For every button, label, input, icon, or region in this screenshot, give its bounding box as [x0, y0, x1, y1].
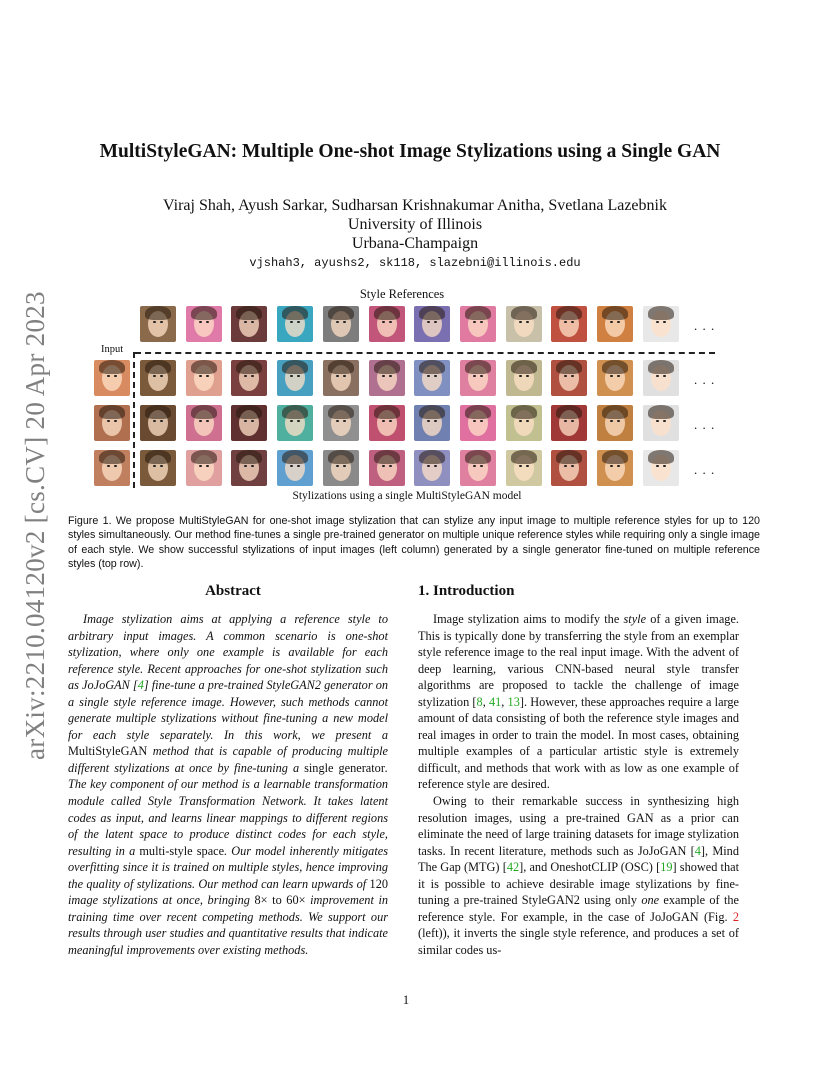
- style-reference-thumbnail: [277, 306, 313, 342]
- intro-paragraph-2: Owing to their remarkable success in synthesizing high resolution images, using a pre-trained GAN as a prior can eliminate the need of large training datasets for image stylization tasks. In recent literature, methods such as JoJoGAN [4], Mind The Gap (MTG) [42], and OneshotCLIP (OSC) [19] showed that it is possible to achieve desirable image stylizations by fine-tuning a pre-trained StyleGAN2 using only one example of the reference style. For example, in the case of JoJoGAN (Fig. 2 (left)), it inverts the single style reference, and produces a set of similar codes us-: [418, 794, 739, 957]
- citation-link[interactable]: 8: [476, 694, 483, 709]
- style-reference-thumbnail: [186, 306, 222, 342]
- figure-divider-horizontal: [135, 352, 715, 354]
- style-reference-thumbnail: [597, 306, 633, 342]
- paper-title: MultiStyleGAN: Multiple One-shot Image Stylizations using a Single GAN: [99, 141, 721, 162]
- stylized-image-thumbnail: [643, 450, 679, 486]
- style-reference-thumbnail: [460, 306, 496, 342]
- abstract-heading: Abstract: [205, 583, 261, 599]
- arxiv-identifier: arXiv:2210.04120v2 [cs.CV] 20 Apr 2023: [20, 291, 50, 760]
- stylized-image-thumbnail: [323, 405, 359, 441]
- stylized-image-thumbnail: [186, 360, 222, 396]
- stylized-image-thumbnail: [414, 405, 450, 441]
- stylized-image-thumbnail: [277, 405, 313, 441]
- figure-style-references-label: Style References: [359, 287, 445, 301]
- stylized-image-thumbnail: [186, 450, 222, 486]
- citation-link[interactable]: 4: [694, 843, 701, 858]
- citation-link[interactable]: 4: [137, 678, 144, 693]
- intro-paragraph-1: Image stylization aims to modify the style of a given image. This is typically done by transferring the style from an exemplar style reference image to the real input image. With the advent of deep learning, various CNN-based neural style transfer algorithms are proposed to tackle the challenge of image stylization [8, 41, 13]. However, these approaches require a large amount of data consisting of both the reference style images and real images in order to train the model. In most cases, obtaining multiple examples of a particular artistic style is extremely difficult, and methods that work with as low as one example of reference style are desired.: [418, 612, 740, 792]
- figure-ellipsis: . . .: [694, 318, 716, 333]
- stylized-image-thumbnail: [369, 405, 405, 441]
- style-reference-thumbnail: [323, 306, 359, 342]
- stylized-image-thumbnail: [551, 450, 587, 486]
- figure-reference-link[interactable]: 2: [732, 909, 739, 924]
- figure-ellipsis: . . .: [694, 462, 716, 477]
- stylized-image-thumbnail: [323, 360, 359, 396]
- stylized-image-thumbnail: [277, 450, 313, 486]
- stylized-image-thumbnail: [460, 450, 496, 486]
- affiliation-line-1: University of Illinois: [347, 216, 483, 233]
- abstract-text: [68, 611, 388, 958]
- stylized-image-thumbnail: [597, 360, 633, 396]
- stylized-image-thumbnail: [597, 450, 633, 486]
- stylized-image-thumbnail: [506, 450, 542, 486]
- stylized-image-thumbnail: [140, 405, 176, 441]
- author-list: Viraj Shah, Ayush Sarkar, Sudharsan Krishnakumar Anitha, Svetlana Lazebnik: [163, 197, 667, 214]
- introduction-text: [418, 611, 739, 958]
- citation-link[interactable]: 42: [506, 860, 520, 875]
- author-emails: vjshah3, ayushs2, sk118, slazebni@illinois.edu: [249, 256, 581, 270]
- stylized-image-thumbnail: [231, 450, 267, 486]
- style-reference-thumbnail: [414, 306, 450, 342]
- stylized-image-thumbnail: [186, 405, 222, 441]
- figure-input-label: Input: [101, 344, 124, 355]
- stylized-image-thumbnail: [369, 360, 405, 396]
- stylized-image-thumbnail: [323, 450, 359, 486]
- stylized-image-thumbnail: [140, 360, 176, 396]
- figure-ellipsis: . . .: [694, 372, 716, 387]
- stylized-image-thumbnail: [140, 450, 176, 486]
- stylized-image-thumbnail: [414, 450, 450, 486]
- stylized-image-thumbnail: [414, 360, 450, 396]
- stylized-image-thumbnail: [369, 450, 405, 486]
- input-image-thumbnail: [94, 405, 130, 441]
- figure-divider-vertical: [133, 352, 135, 488]
- citation-link[interactable]: 19: [660, 860, 673, 875]
- stylized-image-thumbnail: [506, 405, 542, 441]
- figure-stylizations-label: Stylizations using a single MultiStyleGAN model: [292, 490, 522, 502]
- introduction-heading: 1. Introduction: [418, 583, 515, 599]
- stylized-image-thumbnail: [231, 360, 267, 396]
- style-reference-thumbnail: [369, 306, 405, 342]
- input-image-thumbnail: [94, 360, 130, 396]
- stylized-image-thumbnail: [231, 405, 267, 441]
- stylized-image-thumbnail: [460, 360, 496, 396]
- affiliation-line-2: Urbana-Champaign: [351, 235, 479, 252]
- stylized-image-thumbnail: [551, 405, 587, 441]
- stylized-image-thumbnail: [460, 405, 496, 441]
- input-image-thumbnail: [94, 450, 130, 486]
- style-reference-thumbnail: [140, 306, 176, 342]
- figure-ellipsis: . . .: [694, 417, 716, 432]
- citation-link[interactable]: 41: [488, 694, 502, 709]
- style-reference-thumbnail: [506, 306, 542, 342]
- figure-1-caption: Figure 1. We propose MultiStyleGAN for one-shot image stylization that can stylize any input image to multiple reference styles for up to 120 styles simultaneously. Our method fine-tunes a single pre-trained generator on multiple unique reference styles while requiring only a single image of each style. We show successful stylizations of input images (left column) generated by a single generator fine-tuned on multiple reference styles (top row).: [68, 515, 760, 571]
- style-reference-thumbnail: [231, 306, 267, 342]
- stylized-image-thumbnail: [597, 405, 633, 441]
- stylized-image-thumbnail: [551, 360, 587, 396]
- citation-link[interactable]: 13: [507, 694, 520, 709]
- abstract-paragraph: Image stylization aims at applying a reference style to arbitrary input images. A common scenario is one-shot stylization, where only one example is available for each reference style. Recent approaches for one-shot stylization such as JoJoGAN [4] fine-tune a pre-trained StyleGAN2 generator on a single style reference image. However, such methods cannot generate multiple stylizations without fine-tuning a new model for each style separately. In this work, we present a MultiStyleGAN method that is capable of producing multiple different stylizations at once by fine-tuning a single generator. The key component of our method is a learnable transformation module called Style Transformation Network. It takes latent codes as input, and learns linear mappings to different regions of the latent space to produce distinct codes for each style, resulting in a multi-style space. Our model inherently mitigates overfitting since it is trained on multiple styles, hence improving the quality of stylizations. Our method can learn upwards of 120 image stylizations at once, bringing 8× to 60× improvement in training time over recent competing methods. We support our results through user studies and quantitative results that indicate meaningful improvements over existing methods.: [68, 612, 389, 957]
- stylized-image-thumbnail: [277, 360, 313, 396]
- stylized-image-thumbnail: [643, 405, 679, 441]
- style-reference-thumbnail: [551, 306, 587, 342]
- style-reference-thumbnail: [643, 306, 679, 342]
- stylized-image-thumbnail: [643, 360, 679, 396]
- stylized-image-thumbnail: [506, 360, 542, 396]
- page-number: 1: [402, 993, 410, 1007]
